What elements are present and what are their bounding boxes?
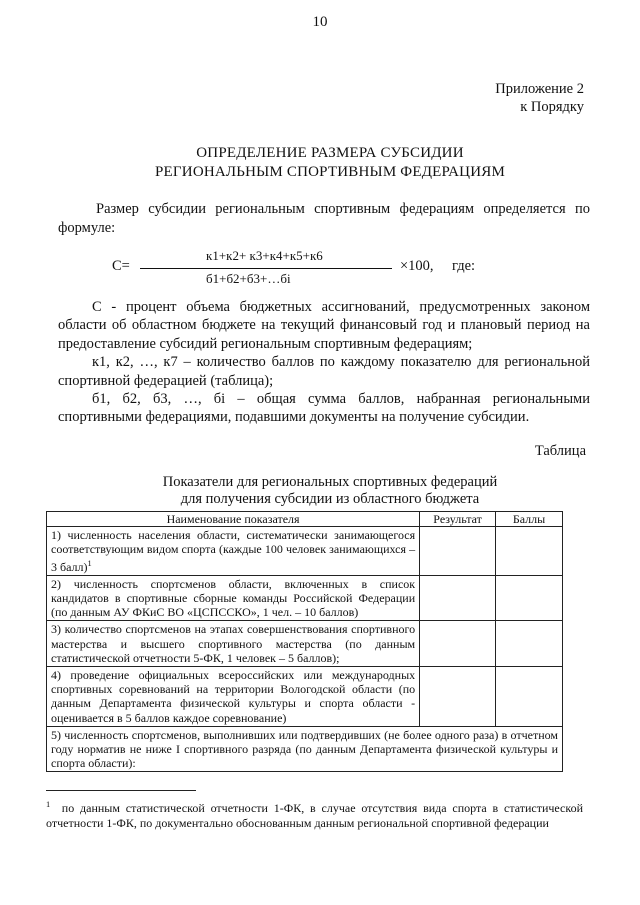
- result-cell: [420, 667, 496, 727]
- title-line-1: ОПРЕДЕЛЕНИЕ РАЗМЕРА СУБСИДИИ: [196, 145, 464, 161]
- formula-numerator: к1+к2+ к3+к4+к5+к6: [206, 248, 323, 263]
- fraction-line: [140, 268, 392, 269]
- header-points: Баллы: [496, 512, 563, 527]
- indicator-cell: 2) численность спортсменов области, включенных в список кандидатов в спортивные сборные команды Российской Федерации (по данным АУ ФКиС ВО «ЦСПССКО», 1 чел. – 10 баллов): [47, 575, 420, 621]
- appendix-line-1: Приложение 2: [495, 81, 584, 97]
- table-row: [47, 575, 563, 621]
- table-title-line-2: для получения субсидии из областного бюджета: [180, 491, 480, 507]
- table-title-line-1: Показатели для региональных спортивных федераций: [162, 474, 498, 490]
- title-line-2: РЕГИОНАЛЬНЫМ СПОРТИВНЫМ ФЕДЕРАЦИЯМ: [155, 164, 505, 180]
- indicator-cell: 4) проведение официальных всероссийских или международных спортивных соревнований на территории Вологодской области (по данным Департамента физической культуры и спорта области - оценивается в 5 баллов каждое соревнование): [47, 667, 420, 727]
- table-title: [60, 474, 600, 508]
- formula-multiplier: ×100,: [400, 258, 434, 274]
- header-result: Результат: [420, 512, 496, 527]
- intro-paragraph: Размер субсидии региональным спортивным федерациям определяется по формуле:: [58, 201, 590, 236]
- formula-definitions: [58, 298, 590, 427]
- points-cell: [496, 667, 563, 727]
- points-cell: [496, 575, 563, 621]
- points-cell: [496, 621, 563, 667]
- result-cell: [420, 621, 496, 667]
- table-header-row: [47, 512, 563, 527]
- indicators-table: [46, 511, 563, 772]
- definition-b: б1, б2, б3, …, бi – общая сумма баллов, набранная региональными спортивными федерациями, подавшими документы на получение субсидии.: [58, 391, 590, 426]
- header-indicator-name: Наименование показателя: [47, 512, 420, 527]
- page-number: 10: [312, 14, 328, 30]
- formula-denominator: б1+б2+б3+…бi: [206, 271, 291, 286]
- table-row: [47, 726, 563, 772]
- footnote: [46, 798, 583, 830]
- indicator-cell: 5) численность спортсменов, выполнивших или подтвердивших (не более одного раза) в отчетном году норматив не ниже I спортивного разряда (по данным Департамента физической культуры и спорта области):: [47, 726, 563, 772]
- table-row: [47, 527, 563, 576]
- footnote-ref: 1: [87, 558, 92, 568]
- appendix-line-2: к Порядку: [520, 99, 584, 115]
- footnote-mark: 1: [46, 800, 51, 809]
- formula-where: где:: [452, 258, 476, 274]
- definition-c: С - процент объема бюджетных ассигнований, предусмотренных законом области об областном бюджете на текущий финансовый год и плановый период на предоставление субсидий региональным спортивным федерациям;: [58, 299, 590, 352]
- document-title: [60, 144, 600, 182]
- table-row: [47, 667, 563, 727]
- result-cell: [420, 527, 496, 576]
- appendix-header: [495, 80, 584, 116]
- footnote-separator: [46, 790, 196, 791]
- points-cell: [496, 527, 563, 576]
- result-cell: [420, 575, 496, 621]
- formula-lhs: С=: [112, 258, 130, 274]
- indicator-cell: 3) количество спортсменов на этапах совершенствования спортивного мастерства и высшего спортивного мастерства (по данным статистической отчетности 5-ФК, 1 человек – 5 баллов);: [47, 621, 420, 667]
- footnote-text: по данным статистической отчетности 1-ФК, в случае отсутствия вида спорта в статистической отчетности 1-ФК, по документально обоснованным данным региональной спортивной федерации: [46, 801, 584, 830]
- subsidy-formula: [0, 245, 640, 285]
- table-label: Таблица: [534, 443, 586, 459]
- table-row: [47, 621, 563, 667]
- definition-k: к1, к2, …, к7 – количество баллов по каждому показателю для региональной спортивной федерацией (таблица);: [58, 354, 590, 389]
- indicator-text: 1) численность населения области, систематически занимающегося соответствующим видом спорта (каждые 100 человек занимающихся – 3 балл): [51, 528, 416, 574]
- indicator-cell: [47, 527, 420, 576]
